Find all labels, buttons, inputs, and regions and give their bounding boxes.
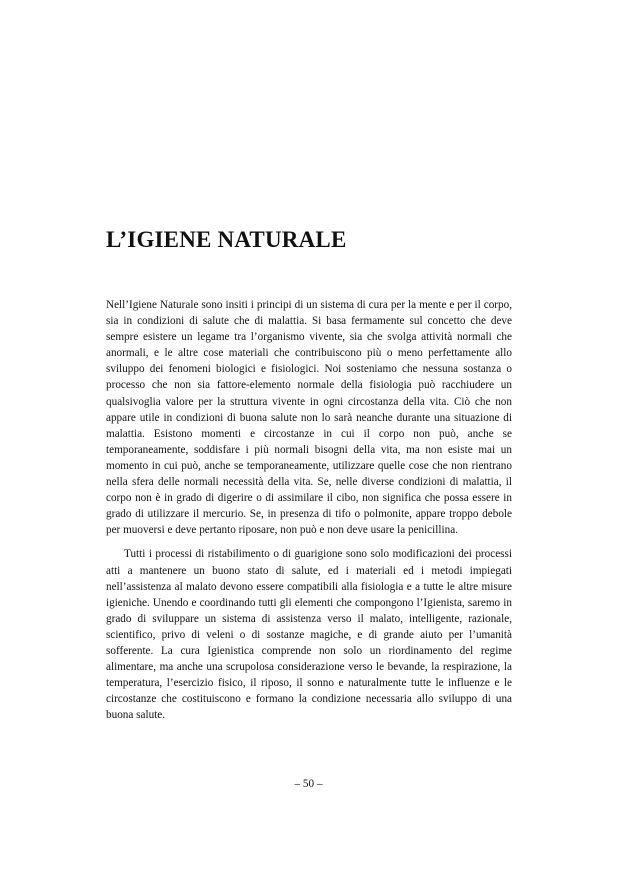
paragraph-1: Nell’Igiene Naturale sono insiti i principi di un sistema di cura per la mente e per il corpo, sia in condizioni di salute che di malattia. Si basa fermamente sul concetto che deve sempre esistere un legame tra l’organismo vivente, sia che svolga attività normali che anormali, e le altre cose materiali che contribuiscono più o meno perfettamente allo sviluppo dei fenomeni biologici e fisiologici. Noi sosteniamo che nessuna sostanza o processo che non sia fattore-elemento normale della fisiologia può racchiudere un qualsivoglia valore per la struttura vivente in ogni circostanza della vita. Ciò che non appare utile in condizioni di buona salute non lo sarà neanche durante una situazione di malattia. Esistono momenti e circostanze in cui il corpo non può, anche se temporaneamente, soddisfare i più normali bisogni della vita, ma non esiste mai un momento in cui può, anche se temporaneamente, utilizzare quelle cose che non rientrano nella sfera delle normali necessità della vita. Se, nelle diverse condizioni di malattia, il corpo non è in grado di digerire o di assimilare il cibo, non significa che possa essere in grado di utilizzare il mercurio. Se, in presenza di tifo o polmonite, appare troppo debole per muoversi e deve pertanto riposare, non può e non deve usare la penicillina. (106, 299, 512, 537)
page-number: – 50 – (294, 778, 323, 790)
paragraph-2: Tutti i processi di ristabilimento o di guarigione sono solo modificazioni dei processi atti a mantenere un buono stato di salute, ed i materiali ed i metodi impiegati nell’assistenza al malato devono essere compatibili alla fisiologia e a tutte le altre misure igieniche. Unendo e coordinando tutti gli elementi che compongono l’Igienista, saremo in grado di sviluppare un sistema di assistenza verso il malato, intelligente, razionale, scientifico, privo di veleni o di sostanze magiche, e di grande aiuto per l’umanità sofferente. La cura Igienistica comprende non solo un riordinamento del regime alimentare, ma anche una scrupolosa considerazione verso le bevande, la respirazione, la temperatura, l’esercizio fisico, il riposo, il sonno e naturalmente tutte le influenze e le circostanze che costituiscono e formano la condizione necessaria allo sviluppo di una buona salute. (106, 548, 512, 722)
chapter-title: L’IGIENE NATURALE (106, 227, 347, 252)
body-text (106, 297, 512, 723)
